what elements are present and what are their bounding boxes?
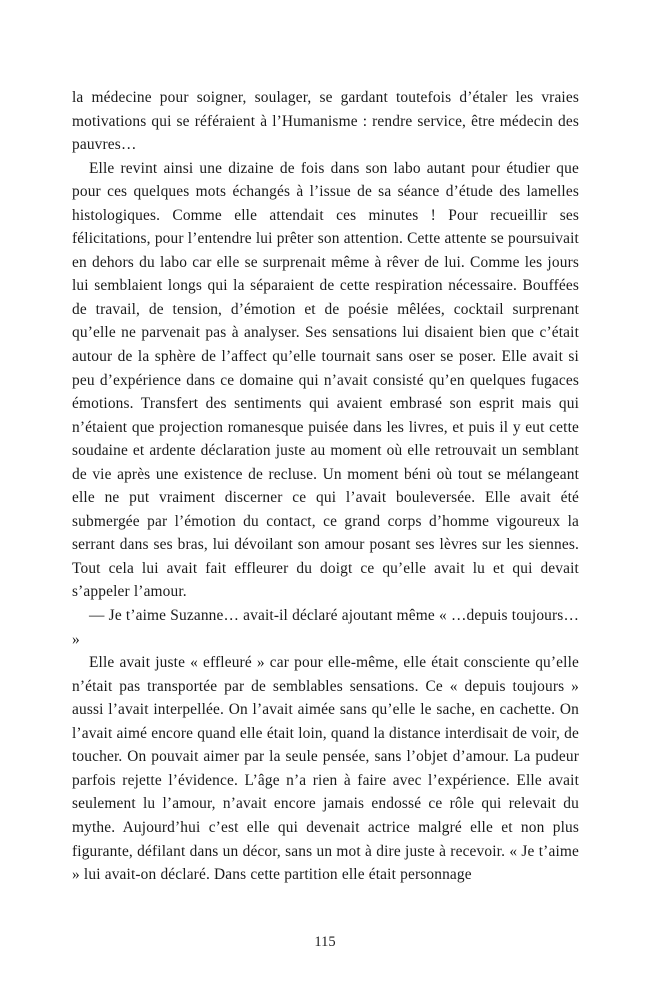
page-text-block [72,86,579,887]
body-paragraph-dialogue: — Je t’aime Suzanne… avait-il déclaré ajoutant même « …depuis toujours… » [72,607,579,648]
body-paragraph: la médecine pour soigner, soulager, se gardant toutefois d’étaler les vraies motivations qui se référaient à l’Humanisme : rendre service, être médecin des pauvres… [72,89,579,154]
body-paragraph: Elle revint ainsi une dizaine de fois dans son labo autant pour étudier que pour ces quelques mots échangés à l’issue de sa séance d’étude des lamelles histologiques. Comme elle attendait ces minutes ! Pour recueillir ses félicitations, pour l’entendre lui prêter son attention. Cette attente se poursuivait en dehors du labo car elle se surprenait même à rêver de lui. Comme les jours lui semblaient longs qui la séparaient de cette respiration nécessaire. Bouffées de travail, de tension, d’émotion et de poésie mêlées, cocktail surprenant qu’elle ne parvenait pas à analyser. Ses sensations lui disaient bien que c’était autour de la sphère de l’affect qu’elle tournait sans oser se poser. Elle avait si peu d’expérience dans ce domaine qui n’avait consisté qu’en quelques fugaces émotions. Transfert des sentiments qui avaient embrasé son esprit mais qui n’étaient que projection romanesque puisée dans les livres, et puis il y eut cette soudaine et ardente déclaration juste au moment où elle retrouvait un semblant de vie après une existence de recluse. Un moment béni où tout se mélangeant elle ne put vraiment discerner ce qui l’avait bouleversée. Elle avait été submergée par l’émotion du contact, ce grand corps d’homme vigoureux la serrant dans ses bras, lui dévoilant son amour posant ses lèvres sur les siennes. Tout cela lui avait fait effleurer du doigt ce qu’elle avait lu et qui devait s’appeler l’amour. [72,159,579,601]
body-paragraph: Elle avait juste « effleuré » car pour elle-même, elle était consciente qu’elle n’était pas transportée par de semblables sensations. Ce « depuis toujours » aussi l’avait interpellée. On l’avait aimée sans qu’elle le sache, en cachette. On l’avait aimé encore quand elle était loin, quand la distance interdisait de voir, de toucher. On pouvait aimer par la seule pensée, sans l’objet d’amour. La pudeur parfois rejette l’évidence. L’âge n’a rien à faire avec l’expérience. Elle avait seulement lu l’amour, n’avait encore jamais endossé ce rôle qui relevait du mythe. Aujourd’hui c’est elle qui devenait actrice malgré elle et non plus figurante, défilant dans un décor, sans un mot à dire juste à recevoir. « Je t’aime » lui avait-on déclaré. Dans cette partition elle était personnage [72,654,579,884]
page-number: 115 [314,934,336,950]
